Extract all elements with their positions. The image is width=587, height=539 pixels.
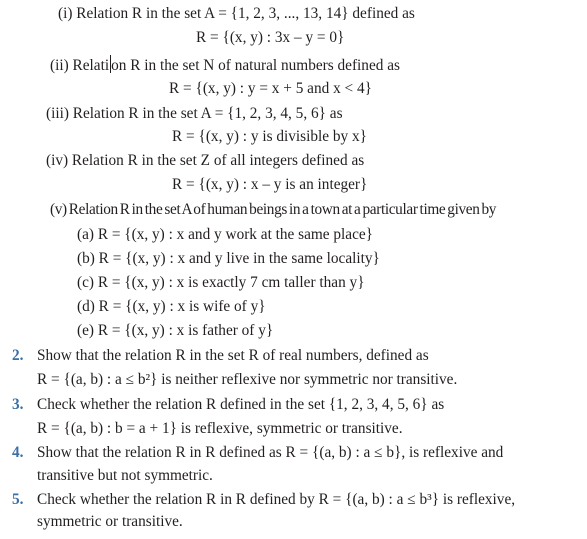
item-v-number: (v) xyxy=(50,201,67,218)
item-ii-text-start: Relati xyxy=(72,57,110,74)
sub-item-d xyxy=(77,297,266,317)
question-4-line-1: Show that the relation R in R defined as R = {(a, b) : a ≤ b}, is reflexive and xyxy=(37,444,504,461)
sub-item-c xyxy=(77,273,365,293)
question-3-line-1: Check whether the relation R defined in the set {1, 2, 3, 4, 5, 6} as xyxy=(37,396,445,413)
question-2-line-1: Show that the relation R in the set R of real numbers, defined as xyxy=(37,347,429,364)
item-iii xyxy=(46,104,343,124)
item-iv-relation: R = {(x, y) : x – y is an integer} xyxy=(172,176,368,193)
question-5-line-1: Check whether the relation R in R defined by R = {(a, b) : a ≤ b³} is reflexive, xyxy=(37,491,516,508)
sub-item-e xyxy=(77,321,273,341)
item-i-number: (i) xyxy=(58,5,73,22)
item-ii-number: (ii) xyxy=(50,57,69,74)
item-i xyxy=(58,4,415,24)
question-2-line-2: R = {(a, b) : a ≤ b²} is neither reflexive nor symmetric nor transitive. xyxy=(37,371,458,388)
question-5-number: 5. xyxy=(12,491,24,508)
item-ii xyxy=(50,55,400,76)
question-5-line-2: symmetric or transitive. xyxy=(37,513,183,530)
sub-item-c-label: (c) xyxy=(77,274,94,291)
question-3-number: 3. xyxy=(12,396,24,413)
sub-item-b xyxy=(77,249,380,269)
item-iv-text: Relation R in the set Z of all integers defined as xyxy=(71,152,365,169)
item-iii-relation: R = {(x, y) : y is divisible by x} xyxy=(172,128,367,145)
item-iii-number: (iii) xyxy=(46,105,69,122)
item-iv xyxy=(46,151,364,171)
item-i-text: Relation R in the set A = {1, 2, 3, ..., 13, 14} defined as xyxy=(76,5,415,22)
sub-item-e-label: (e) xyxy=(77,322,94,339)
item-iv-number: (iv) xyxy=(46,152,69,169)
item-v-text: Relation R in the set A of human beings in a town at a particular time given by xyxy=(68,201,497,218)
item-ii-text-end: on R in the set N of natural numbers defined as xyxy=(111,57,400,74)
sub-item-a-text: R = {(x, y) : x and y work at the same place} xyxy=(97,226,374,243)
item-i-relation: R = {(x, y) : 3x – y = 0} xyxy=(196,29,345,46)
question-4-number: 4. xyxy=(12,444,24,461)
question-2-number: 2. xyxy=(12,347,24,364)
item-ii-relation: R = {(x, y) : y = x + 5 and x < 4} xyxy=(169,80,372,97)
item-iii-text: Relation R in the set A = {1, 2, 3, 4, 5, 6} as xyxy=(72,105,343,122)
item-v xyxy=(50,200,496,220)
sub-item-d-label: (d) xyxy=(77,298,95,315)
sub-item-b-text: R = {(x, y) : x and y live in the same locality} xyxy=(98,250,380,267)
sub-item-c-text: R = {(x, y) : x is exactly 7 cm taller than y} xyxy=(97,274,365,291)
sub-item-a xyxy=(77,225,373,245)
sub-item-a-label: (a) xyxy=(77,226,94,243)
question-4-line-2: transitive but not symmetric. xyxy=(37,467,213,484)
sub-item-d-text: R = {(x, y) : x is wife of y} xyxy=(98,298,266,315)
sub-item-b-label: (b) xyxy=(77,250,95,267)
sub-item-e-text: R = {(x, y) : x is father of y} xyxy=(97,322,274,339)
question-3-line-2: R = {(a, b) : b = a + 1} is reflexive, symmetric or transitive. xyxy=(37,420,403,437)
